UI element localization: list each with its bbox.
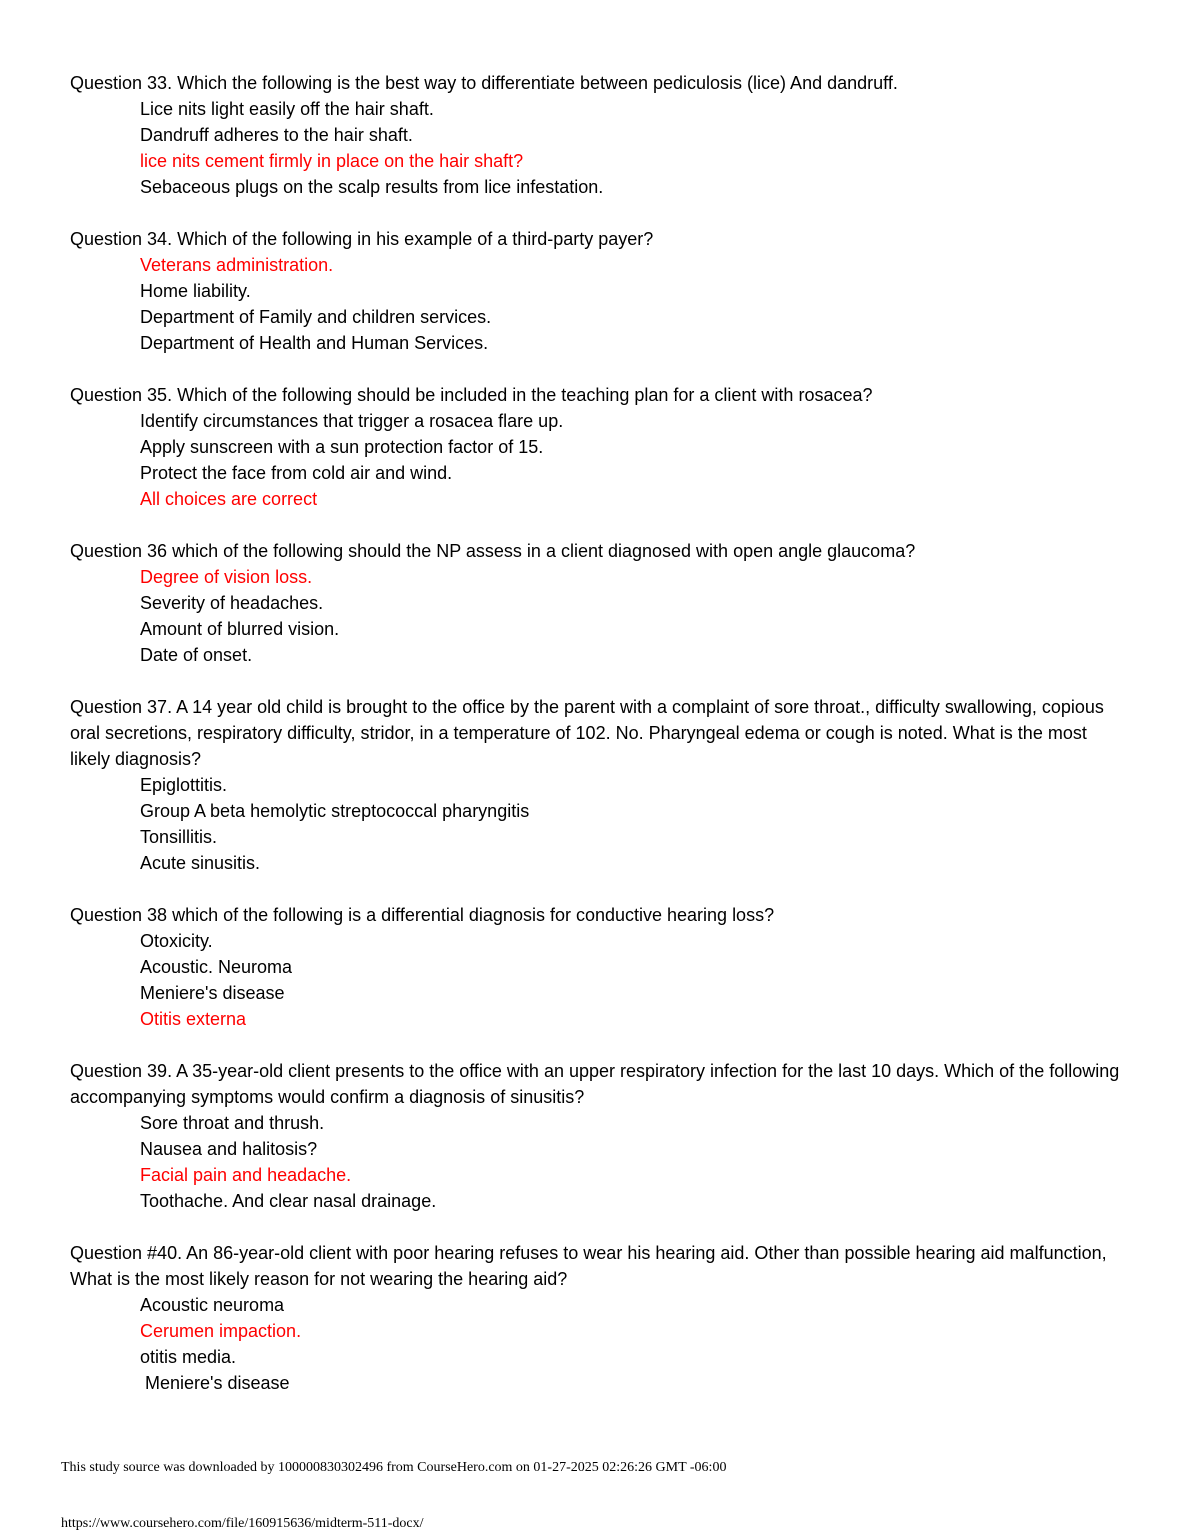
document-page [70, 70, 1120, 1422]
answer-choices [70, 408, 1120, 512]
correct-answer-choice: Facial pain and headache. [140, 1165, 352, 1185]
answer-choice: Acoustic. Neuroma [140, 957, 293, 977]
question-block [70, 70, 1120, 200]
answer-choice: Sore throat and thrush. [140, 1113, 325, 1133]
question-list [70, 70, 1120, 1396]
question-block [70, 694, 1120, 876]
answer-choices [70, 772, 1120, 876]
question-text: Question 38 which of the following is a differential diagnosis for conductive hearing loss? [70, 905, 775, 925]
answer-choices [70, 252, 1120, 356]
question-text: Question 37. A 14 year old child is brought to the office by the parent with a complaint of sore throat., difficulty swallowing, copious oral secretions, respiratory difficulty, stridor, in a temperature of 102. No. Pharyngeal edema or cough is noted. What is the most likely diagnosis? [70, 697, 1104, 769]
answer-choice: Acute sinusitis. [140, 853, 261, 873]
question-block [70, 382, 1120, 512]
answer-choice: Epiglottitis. [140, 775, 228, 795]
answer-choice: Home liability. [140, 281, 251, 301]
answer-choice: Apply sunscreen with a sun protection factor of 15. [140, 437, 544, 457]
answer-choice: Identify circumstances that trigger a rosacea flare up. [140, 411, 564, 431]
question-block [70, 1240, 1120, 1396]
question-block [70, 902, 1120, 1032]
source-url[interactable]: https://www.coursehero.com/file/160915636/midterm-511-docx/ [61, 1516, 424, 1531]
question-block [70, 1058, 1120, 1214]
answer-choice: Meniere's disease [140, 983, 285, 1003]
question-block [70, 538, 1120, 668]
answer-choice: Dandruff adheres to the hair shaft. [140, 125, 413, 145]
answer-choice: Group A beta hemolytic streptococcal pharyngitis [140, 801, 530, 821]
answer-choice: Tonsillitis. [140, 827, 218, 847]
answer-choice: Date of onset. [140, 645, 253, 665]
answer-choice: Protect the face from cold air and wind. [140, 463, 453, 483]
question-text: Question 35. Which of the following should be included in the teaching plan for a client with rosacea? [70, 385, 873, 405]
correct-answer-choice: Cerumen impaction. [140, 1321, 302, 1341]
correct-answer-choice: Degree of vision loss. [140, 567, 313, 587]
question-text: Question 36 which of the following should the NP assess in a client diagnosed with open angle glaucoma? [70, 541, 916, 561]
correct-answer-choice: Veterans administration. [140, 255, 334, 275]
question-text: Question 39. A 35-year-old client presents to the office with an upper respiratory infection for the last 10 days. Which of the following accompanying symptoms would confirm a diagnosis of sinusitis? [70, 1061, 1120, 1107]
correct-answer-choice: lice nits cement firmly in place on the hair shaft? [140, 151, 524, 171]
answer-choice: Department of Family and children services. [140, 307, 492, 327]
answer-choice: Toothache. And clear nasal drainage. [140, 1191, 437, 1211]
answer-choices [70, 1110, 1120, 1214]
answer-choices [70, 564, 1120, 668]
answer-choice: Sebaceous plugs on the scalp results from lice infestation. [140, 177, 604, 197]
answer-choices [70, 96, 1120, 200]
answer-choice: otitis media. [140, 1347, 237, 1367]
question-text: Question 33. Which the following is the best way to differentiate between pediculosis (lice) And dandruff. [70, 73, 898, 93]
question-block [70, 226, 1120, 356]
question-text: Question 34. Which of the following in his example of a third-party payer? [70, 229, 654, 249]
answer-choice: Meniere's disease [140, 1373, 290, 1393]
answer-choice: Nausea and halitosis? [140, 1139, 318, 1159]
answer-choice: Lice nits light easily off the hair shaft. [140, 99, 434, 119]
correct-answer-choice: All choices are correct [140, 489, 318, 509]
answer-choice: Severity of headaches. [140, 593, 324, 613]
correct-answer-choice: Otitis externa [140, 1009, 247, 1029]
answer-choice: Department of Health and Human Services. [140, 333, 489, 353]
question-text: Question #40. An 86-year-old client with poor hearing refuses to wear his hearing aid. Other than possible hearing aid malfunction, What is the most likely reason for not wearing the hearing aid? [70, 1243, 1107, 1289]
answer-choices [70, 928, 1120, 1032]
answer-choice: Otoxicity. [140, 931, 213, 951]
answer-choices [70, 1292, 1120, 1396]
answer-choice: Amount of blurred vision. [140, 619, 340, 639]
answer-choice: Acoustic neuroma [140, 1295, 285, 1315]
download-source-notice: This study source was downloaded by 100000830302496 from CourseHero.com on 01-27-2025 02:26:26 GMT -06:00 [61, 1460, 727, 1475]
